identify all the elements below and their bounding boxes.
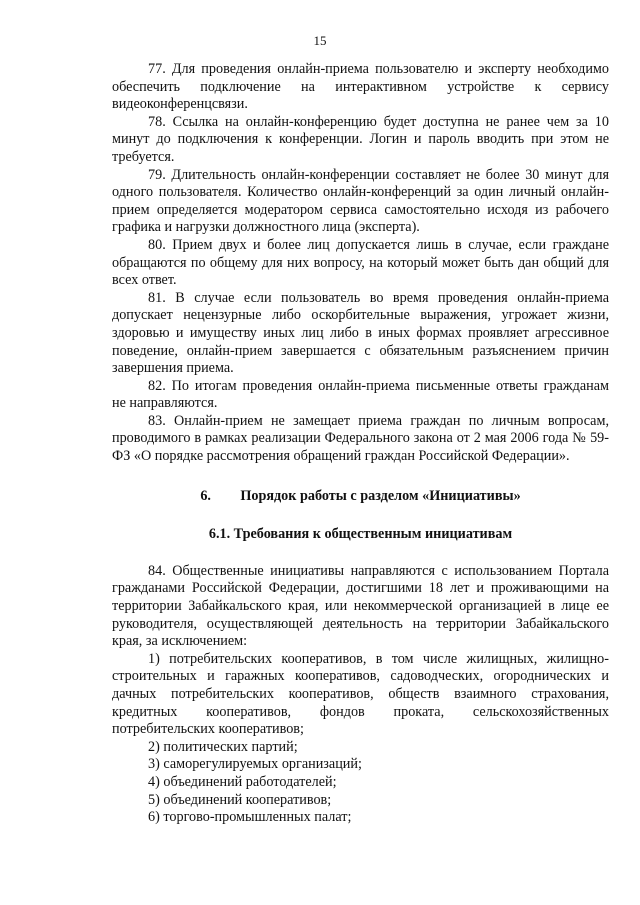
page-number: 15 xyxy=(313,33,327,48)
section-6-1-heading: 6.1. Требования к общественным инициативам xyxy=(208,526,513,543)
exception-item-3: 3) саморегулируемых организаций; xyxy=(148,756,362,773)
paragraph-81: 81. В случае если пользователь во время проведения онлайн-приема допускает нецензурные либо оскорбительные выражения, угрожает жизни, здоровью и имуществу иных лиц либо в иных формах проявляет агрессивное поведение, онлайн-прием завершается с обязательным разъяснением причин завершения приема. xyxy=(112,289,609,377)
exception-item-2: 2) политических партий; xyxy=(148,738,298,755)
paragraph-84: 84. Общественные инициативы направляются с использованием Портала гражданами Российской Федерации, достигшими 18 лет и проживающими на территории Забайкальского края, или некоммерческой организацией в лице ее руководителя, осуществляющей деятельность на территории Забайкальского края, за исключением: xyxy=(112,562,609,650)
paragraph-80: 80. Прием двух и более лиц допускается лишь в случае, если граждане обращаются по общему для них вопросу, на который может быть дан общий для всех ответ. xyxy=(112,236,609,289)
paragraph-79: 79. Длительность онлайн-конференции составляет не более 30 минут для одного пользователя. Количество онлайн-конференций за один личный онлайн-прием определяется модератором сервиса самостоятельно исходя из рабочего графика и нагрузки должностного лица (эксперта). xyxy=(112,166,609,236)
exception-item-5: 5) объединений кооперативов; xyxy=(148,791,332,808)
section-6-heading xyxy=(112,488,609,506)
paragraph-82: 82. По итогам проведения онлайн-приема письменные ответы гражданам не направляются. xyxy=(112,377,609,412)
exception-item-1: 1) потребительских кооперативов, в том числе жилищных, жилищно-строительных и гаражных кооперативов, садоводческих, огороднических и дачных потребительских кооперативов, обществ взаимного страхования, кредитных кооперативов, фондов проката, сельскохозяйственных потребительских кооперативов; xyxy=(112,650,609,738)
section-6-number: 6. xyxy=(200,487,211,504)
exception-item-6: 6) торгово-промышленных палат; xyxy=(148,809,352,826)
paragraph-83: 83. Онлайн-прием не замещает приема граждан по личным вопросам, проводимого в рамках реализации Федерального закона от 2 мая 2006 года № 59-ФЗ «О порядке рассмотрения обращений граждан Российской Федерации». xyxy=(112,412,609,465)
paragraph-78: 78. Ссылка на онлайн-конференцию будет доступна не ранее чем за 10 минут до подключения к конференции. Логин и пароль вводить при этом не требуется. xyxy=(112,113,609,165)
exception-item-4: 4) объединений работодателей; xyxy=(148,773,337,790)
section-6-title: Порядок работы с разделом «Инициативы» xyxy=(240,487,521,504)
paragraph-77: 77. Для проведения онлайн-приема пользователю и эксперту необходимо обеспечить подключение на интерактивном устройстве к сервису видеоконференцсвязи. xyxy=(112,61,609,113)
document-body xyxy=(112,61,609,827)
